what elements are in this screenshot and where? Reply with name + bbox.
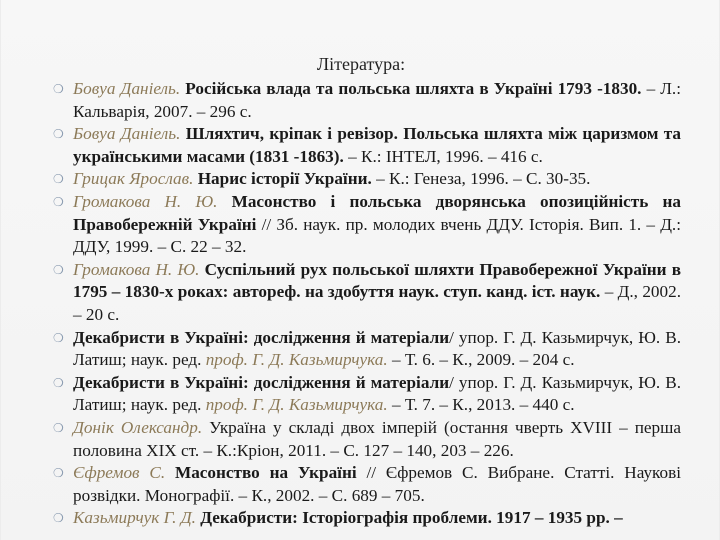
ref-details: – Т. 6. – К., 2009. – 204 с. xyxy=(391,350,575,370)
ref-compilers: / упор. Г. Д. Казьмирчук, Ю. В. Латиш; наук. ред. xyxy=(73,372,681,415)
ref-title: Масонство на Україні xyxy=(174,463,357,483)
ref-editor: проф. Г. Д. Казьмирчука. xyxy=(205,395,388,415)
ref-author: Казьмирчук Г. Д. xyxy=(73,508,196,528)
bullet-icon: ❍ xyxy=(53,172,64,187)
ref-details: – К.: Генеза, 1996. – С. 30-35. xyxy=(376,169,591,189)
list-item xyxy=(53,259,681,327)
ref-title: Декабристи: Історіографія проблеми. 1917 – 1935 рр. – xyxy=(200,508,623,528)
ref-details: – Т. 7. – К., 2013. – 440 с. xyxy=(391,395,575,415)
bullet-icon: ❍ xyxy=(53,511,64,526)
ref-title: Декабристи в Україні: дослідження й матеріали xyxy=(73,327,450,347)
ref-title: Суспільний рух польської шляхти Правобережної України в 1795 – 1830-х роках: автореф. на здобуття наук. ступ. канд. іст. наук. xyxy=(73,259,681,302)
bullet-icon: ❍ xyxy=(53,82,64,96)
ref-author: Громакова Н. Ю. xyxy=(73,259,200,279)
list-item xyxy=(53,123,681,168)
ref-compilers: / упор. Г. Д. Казьмирчук, Ю. В. Латиш; наук. ред. xyxy=(73,327,681,370)
ref-author: Грицак Ярослав. xyxy=(73,169,194,189)
list-item xyxy=(53,417,681,462)
bullet-icon: ❍ xyxy=(53,194,64,209)
ref-title: Шляхтич, кріпак і ревізор. Польська шляхта між царизмом та українськими масами (1831 -1863). xyxy=(73,124,681,166)
references-list xyxy=(53,78,681,530)
ref-details: – Д., 2002. – 20 с. xyxy=(73,282,681,324)
list-item xyxy=(53,327,681,372)
ref-details: – Л.: Кальварія, 2007. – 296 с. xyxy=(73,79,682,121)
bullet-icon: ❍ xyxy=(53,420,64,435)
ref-title: Російська влада та польська шляхта в Україні 1793 -1830. xyxy=(185,79,642,98)
ref-author: Бовуа Даніель. xyxy=(73,124,181,144)
ref-details: // Єфремов С. Вибране. Статті. Наукові розвідки. Монографії. – К., 2002. – С. 689 – 705. xyxy=(73,463,682,505)
bullet-icon: ❍ xyxy=(53,330,64,345)
ref-title: Масонство і польська дворянська опозиційність на Правобережній Україні xyxy=(73,191,681,234)
ref-details: Україна у складі двох імперій (остання чверть XVIII – перша половина XIX ст. – К.:Кріон, 2011. – С. 127 – 140, 203 – 226. xyxy=(73,417,681,460)
ref-title: Декабристи в Україні: дослідження й матеріали xyxy=(73,372,450,392)
page-title: Література: xyxy=(316,54,406,74)
bullet-icon: ❍ xyxy=(53,466,64,481)
bullet-icon: ❍ xyxy=(53,127,64,142)
list-item xyxy=(53,78,681,123)
list-item xyxy=(53,372,681,417)
list-item xyxy=(53,168,681,191)
bullet-icon: ❍ xyxy=(53,375,64,390)
ref-author: Донік Олександр. xyxy=(73,417,203,437)
ref-details: // Зб. наук. пр. молодих вчень ДДУ. Історія. Вип. 1. – Д.: ДДУ, 1999. – С. 22 – 32. xyxy=(73,214,682,257)
list-item xyxy=(53,462,681,507)
list-item xyxy=(53,191,681,259)
ref-editor: проф. Г. Д. Казьмирчука. xyxy=(205,350,388,370)
ref-details: – К.: ІНТЕЛ, 1996. – 416 с. xyxy=(348,146,543,166)
bullet-icon: ❍ xyxy=(53,262,64,277)
ref-title: Нарис історії України. xyxy=(197,169,372,189)
list-item xyxy=(53,507,681,530)
ref-author: Громакова Н. Ю. xyxy=(73,191,218,211)
ref-author: Єфремов С. xyxy=(73,463,166,483)
ref-author: Бовуа Даніель. xyxy=(73,79,181,98)
